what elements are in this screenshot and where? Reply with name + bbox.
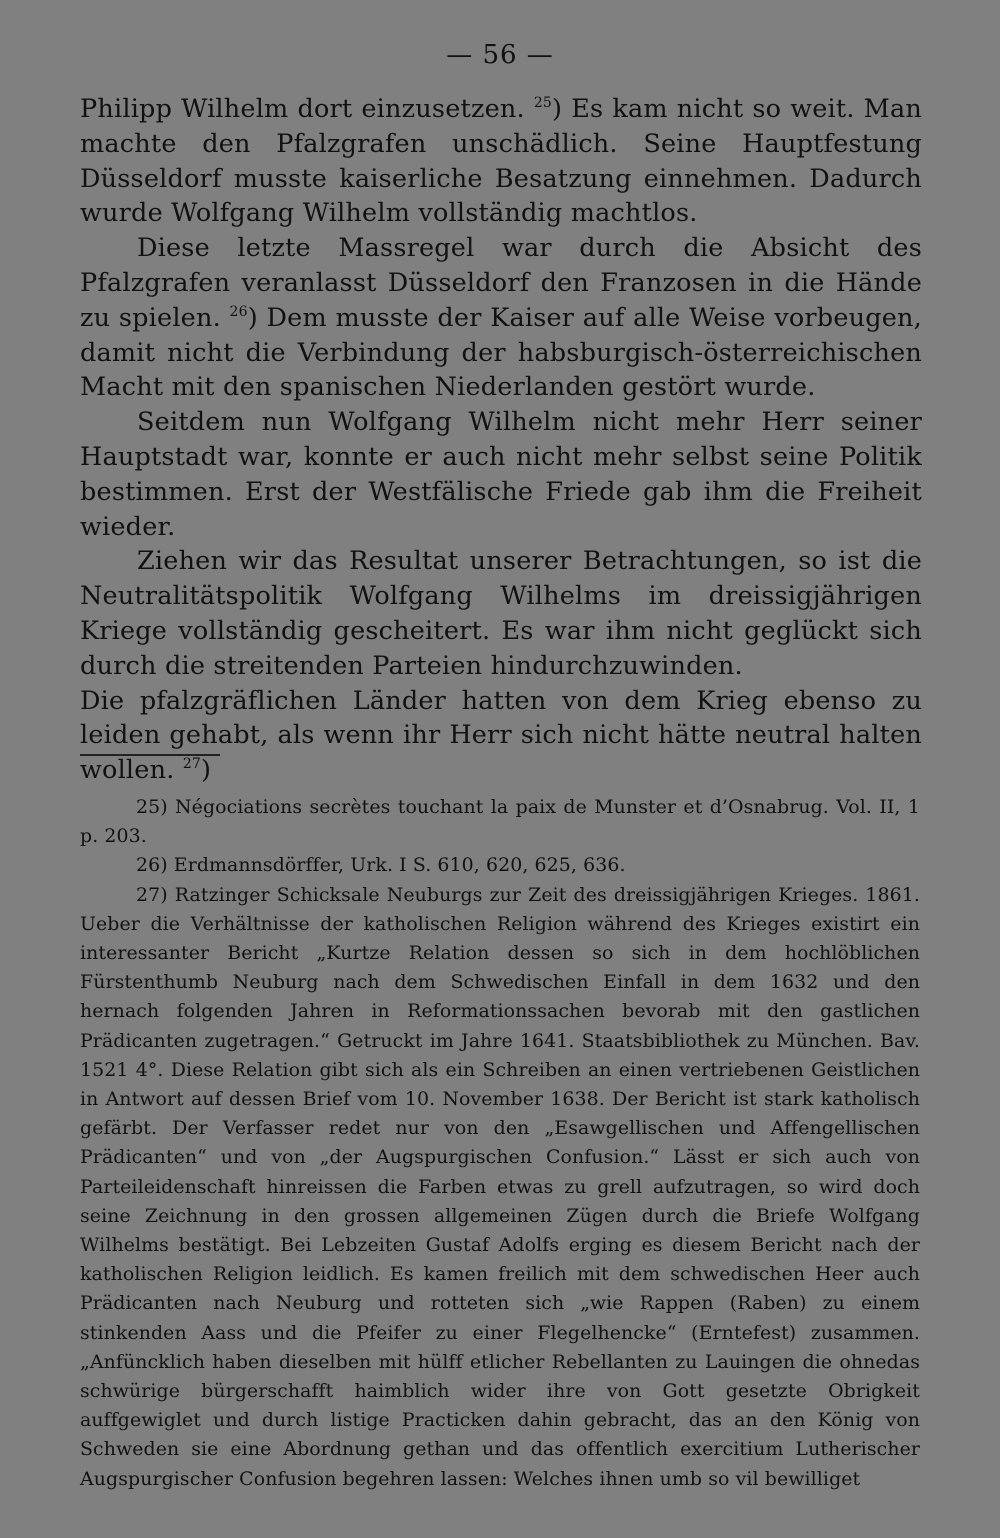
paragraph-2-part-b: Dem musste der Kaiser auf alle Weise vorbeugen, damit nicht die Verbindung der habsburgisch-österreichischen Macht mit den spanischen Niederlanden gestört wurde. <box>80 302 922 403</box>
footnote-ref-26-paren: ) <box>247 302 258 333</box>
footnote-25: 25) Négociations secrètes touchant la paix de Munster et d’Osnabrug. Vol. II, 1 p. 203. <box>80 796 920 848</box>
footnote-27-part-b: 4°. <box>135 1058 164 1081</box>
paragraph-3: Seitdem nun Wolfgang Wilhelm nicht mehr Herr seiner Hauptstadt war, konnte er auch nicht mehr selbst seine Politik bestimmen. Erst der Westfälische Friede gab ihm die Freiheit wieder. <box>80 407 922 542</box>
footnote-ref-27-paren: ) <box>201 755 212 786</box>
paragraph-1-part-b: Es kam nicht so weit. Man machte den Pfalzgrafen unschädlich. Seine Hauptfestung Düsseldorf musste kaiserliche Besatzung einnehmen. Dadurch wurde Wolfgang Wilhelm vollständig machtlos. <box>80 94 923 229</box>
footnote-ref-25-paren: ) <box>552 94 563 124</box>
page-number: — 56 — <box>446 40 554 70</box>
main-text <box>80 92 922 788</box>
footnote-26: 26) Erdmannsdörffer, Urk. I S. 610, 620, 625, 636. <box>136 854 626 877</box>
footnote-ref-25: 25 <box>533 95 553 111</box>
paragraph-5 <box>80 684 922 788</box>
footnote-ref-26: 26 <box>229 303 248 320</box>
paragraph-4: Ziehen wir das Resultat unserer Betrachtungen, so ist die Neutralitätspolitik Wolfgang Wilhelms im dreissigjährigen Kriege vollständig gescheitert. Es war ihm nicht geglückt sich durch die streitenden Parteien hindurchzuwinden. <box>80 546 922 681</box>
footnotes <box>80 793 920 1494</box>
footnote-27-part-a: 27) Ratzinger Schicksale Neuburgs zur Zeit des dreissigjährigen Krieges. 1861. Ueber die Verhältnisse der katholischen Religion während des Krieges existirt ein interessanter Bericht „Kurtze Relation dessen so sich in dem hochlöblichen Fürstenthumb Neuburg nach dem Schwedischen Einfall in dem 1632 und den hernach folgenden Jahren in Reformationssachen bevorab mit den gastlichen Prädicanten zugetragen.“ Getruckt im Jahre 1641. Staatsbibliothek zu München. Bav. 1521 <box>80 883 920 1081</box>
paragraph-2-part-a: Diese letzte Massregel war durch die Absicht des Pfalzgrafen veranlasst Düsseldorf den Franzosen in die Hände zu spielen. <box>80 233 922 333</box>
paragraph-2 <box>80 231 922 405</box>
footnote-27-part-c: Diese Relation gibt sich als ein Schreiben an einen vertriebenen Geistlichen in Antwort auf dessen Brief vom 10. November 1638. Der Bericht ist stark katholisch gefärbt. Der Verfasser redet nur von den „Esawgellischen und Affengellischen Prädicanten“ und von „der Augspurgischen Confusion.“ Lässt er sich auch von Parteileidenschaft hinreissen die Farben etwas zu grell aufzutragen, so wird doch seine Zeichnung in den grossen allgemeinen Zügen durch die Briefe Wolfgang Wilhelms bestätigt. Bei Lebzeiten Gustaf Adolfs erging es diesem Bericht nach der katholischen Religion leidlich. Es kamen freilich mit dem schwedischen Heer auch Prädicanten nach Neuburg und rotteten sich „wie Rappen (Raben) zu einem stinkenden Aass und die Pfeifer zu einer Flegelhencke“ (Erntefest) zusammen. „Anfüncklich haben dieselben mit hülff etlicher Rebellanten zu Lauingen die ohnedas schwürige bürgerschafft haimblich wider ihre von Gott gesetzte Obrigkeit auffgewiglet und durch listige Practicken dahin gebracht, das an den König von Schweden sie eine Abordnung gethan und das offentlich exercitium Lutherischer Augspurgischer Confusion begehren lassen: Welches ihnen umb so vil bewilliget <box>80 1058 921 1490</box>
paragraph-1-part-a: Philipp Wilhelm dort einzusetzen. <box>80 94 525 124</box>
footnote-ref-27: 27 <box>182 756 202 773</box>
paragraph-5-text: Die pfalzgräflichen Länder hatten von dem Krieg ebenso zu leiden gehabt, als wenn ihr Herr sich nicht hätte neutral halten wollen. <box>80 685 922 786</box>
footnote-divider <box>80 754 220 756</box>
paragraph-1 <box>80 92 922 231</box>
footnote-27 <box>80 881 920 1494</box>
